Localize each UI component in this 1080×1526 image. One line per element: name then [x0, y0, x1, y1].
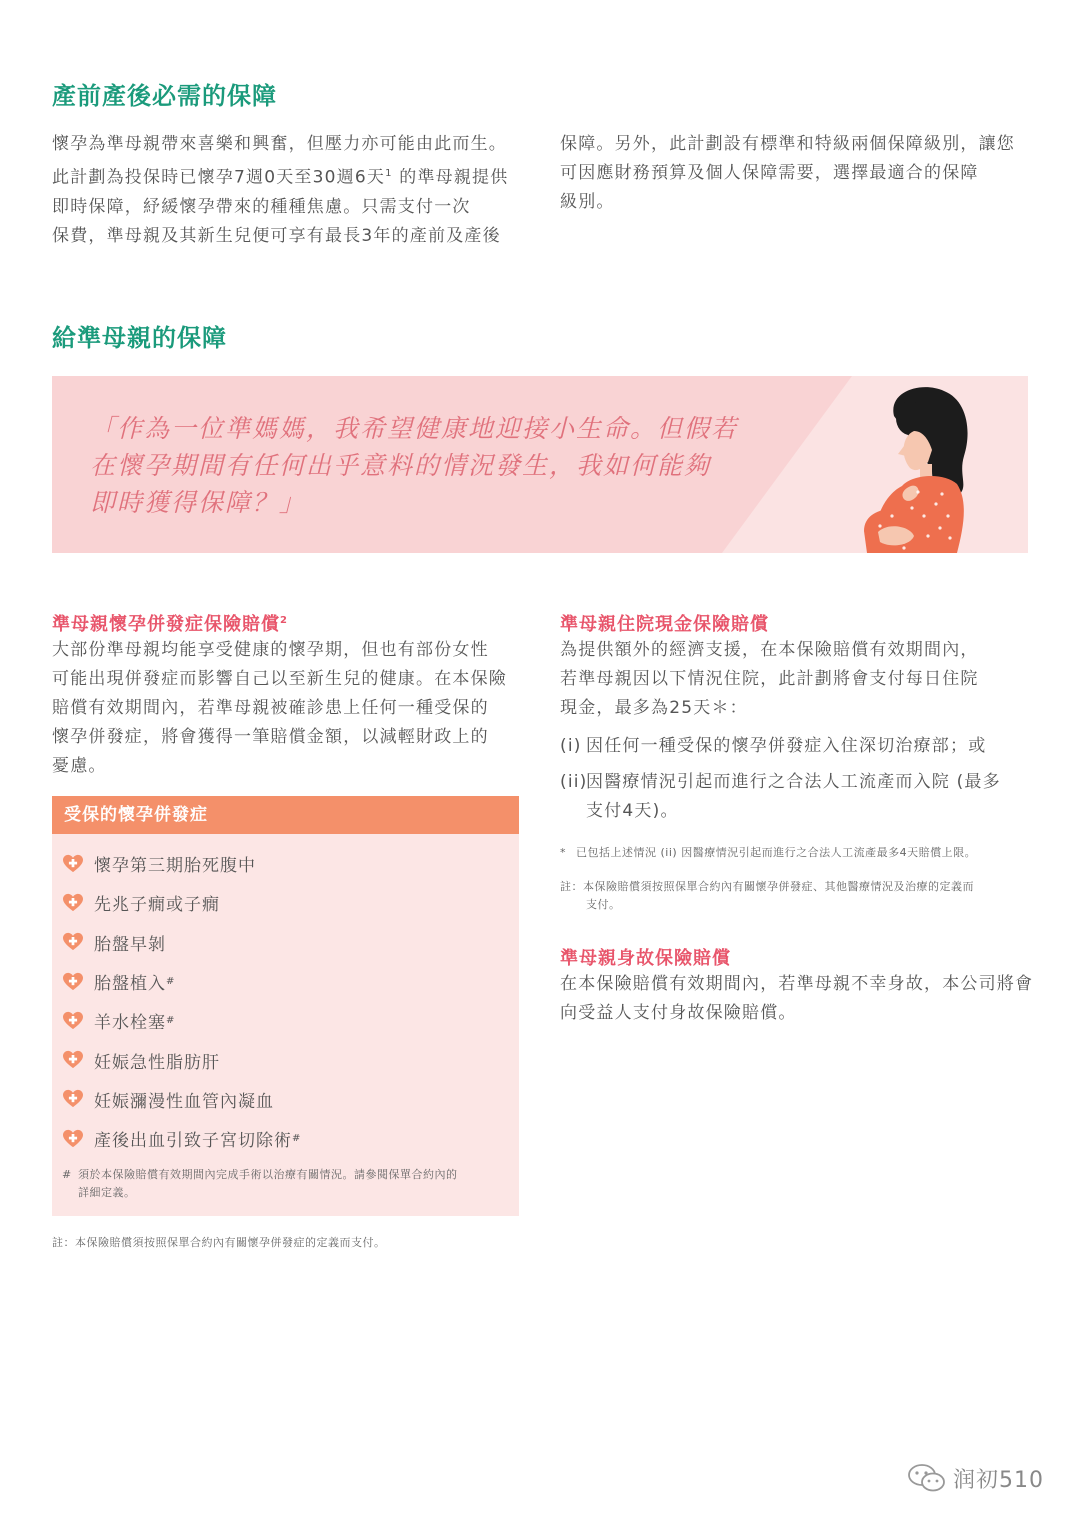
death-benefit-body: 在本保險賠償有效期間內，若準母親不幸身故，本公司將會 向受益人支付身故保險賠償。: [560, 974, 1034, 1023]
hospital-item-i: (i) 因任何一種受保的懷孕併發症入住深切治療部；或: [560, 736, 987, 756]
heart-plus-icon: [62, 972, 84, 992]
complication-item: 羊水栓塞 #: [62, 1001, 301, 1040]
hospital-footnote: * 已包括上述情況 (ii) 因醫療情況引起而進行之合法人工流產最多4天賠償上限。: [560, 846, 977, 859]
hospital-note: 註：本保險賠償須按照保單合約內有關懷孕併發症、其他醫療情況及治療的定義而 支付。: [560, 880, 974, 911]
intro-paragraph-left: 懷孕為準母親帶來喜樂和興奮，但壓力亦可能由此而生。 此計劃為投保時已懷孕7週0天至30週6天$^1$ 的準母親提供 即時保障，紓緩懷孕帶來的種種焦慮。只需支付一次 保費，準母親及其新生兒便可享有最長3年的產前及產後: [52, 134, 509, 246]
complication-box-note: # 須於本保險賠償有效期間內完成手術以治療有關情況。請參閱保單合約內的 詳細定義。: [62, 1168, 458, 1199]
hospital-body: 為提供額外的經濟支援，在本保險賠償有效期間內， 若準母親因以下情況住院，此計劃將會支付每日住院 現金，最多為25天＊：: [560, 640, 979, 718]
intro-paragraph-right: 保障。另外，此計劃設有標準和特級兩個保障級別，讓您 可因應財務預算及個人保障需要，選擇最適合的保障 級別。: [560, 134, 1015, 212]
heart-plus-icon: [62, 854, 84, 874]
covered-complications-header: 受保的懷孕併發症: [52, 796, 519, 834]
heart-plus-icon: [62, 893, 84, 913]
death-benefit-title: 準母親身故保險賠償: [560, 948, 731, 969]
section-title-mother: 給準母親的保障: [52, 324, 227, 352]
watermark-text: 润初510: [953, 1467, 1044, 1493]
quote-banner: [52, 376, 1028, 553]
complication-item: 產後出血引致子宮切除術 #: [62, 1119, 301, 1158]
quote-text: 「作為一位準媽媽，我希望健康地迎接小生命。但假若 在懷孕期間有任何出乎意料的情況發生，我如何能夠 即時獲得保障？」: [90, 414, 739, 517]
complication-item: 懷孕第三期胎死腹中: [62, 844, 301, 883]
heart-plus-icon: [62, 932, 84, 952]
complication-body: 大部份準母親均能享受健康的懷孕期，但也有部份女性 可能出現併發症而影響自己以至新生兒的健康。在本保險 賠償有效期間內，若準母親被確診患上任何一種受保的 懷孕併發症，將會獲得一筆賠償金額，以減輕財政上的 憂慮。: [52, 640, 507, 776]
covered-complications-box: [52, 796, 519, 1216]
heart-plus-icon: [62, 1050, 84, 1070]
complication-item: 先兆子癇或子癇: [62, 883, 301, 922]
complication-title: 準母親懷孕併發症保險賠償$^2$: [52, 614, 288, 635]
heart-plus-icon: [62, 1011, 84, 1031]
complication-item: 妊娠瀰漫性血管內凝血: [62, 1080, 301, 1119]
hospital-item-ii: (ii)因醫療情況引起而進行之合法人工流產而入院 (最多 支付4天)。: [560, 772, 1001, 821]
watermark: [907, 1462, 1044, 1494]
section-title-prenatal: 產前產後必需的保障: [52, 82, 277, 110]
complication-item: 胎盤植入 #: [62, 962, 301, 1001]
complication-item: 胎盤早剝: [62, 923, 301, 962]
hospital-title: 準母親住院現金保險賠償: [560, 614, 769, 635]
covered-complications-list: [62, 844, 301, 1158]
heart-plus-icon: [62, 1089, 84, 1109]
complication-item: 妊娠急性脂肪肝: [62, 1040, 301, 1079]
heart-plus-icon: [62, 1129, 84, 1149]
complication-note: 註：本保險賠償須按照保單合約內有關懷孕併發症的定義而支付。: [52, 1236, 386, 1249]
wechat-icon: [907, 1462, 947, 1494]
